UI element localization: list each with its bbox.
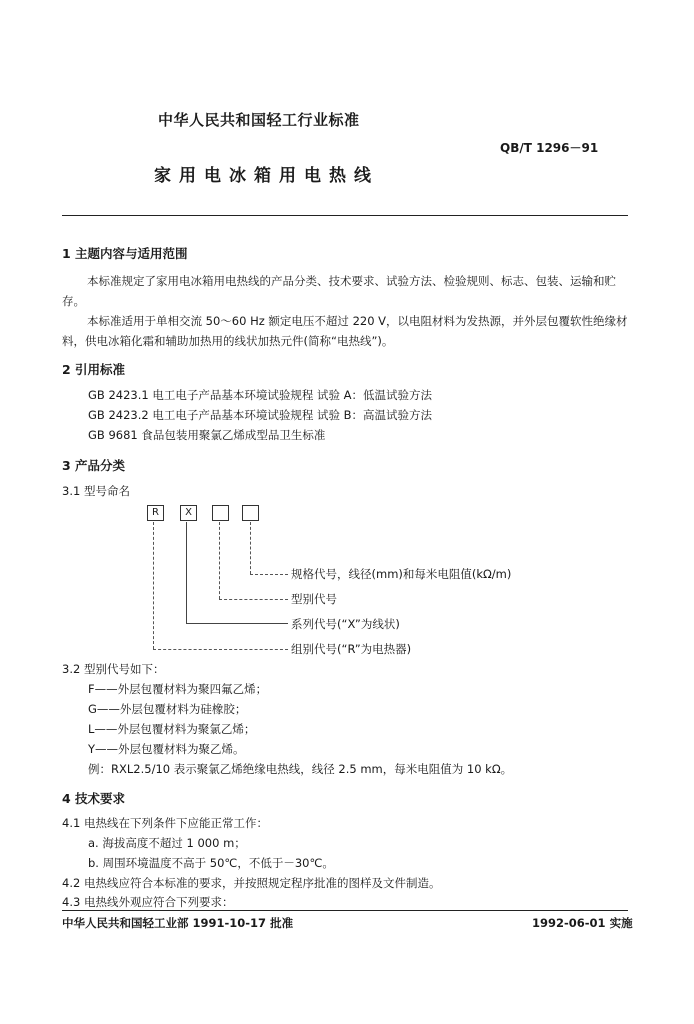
reference-item: GB 2423.1 电工电子产品基本环境试验规程 试验 A：低温试验方法	[88, 388, 433, 402]
section-1-paragraph-1: 本标准规定了家用电冰箱用电热线的产品分类、技术要求、试验方法、检验规则、标志、包装、运输和贮存。	[62, 274, 616, 308]
clause-4-2: 4.2 电热线应符合本标准的要求，并按照规定程序批准的图样及文件制造。	[62, 876, 441, 890]
implementation-date: 1992-06-01 实施	[532, 916, 633, 930]
type-item: G——外层包覆材料为硅橡胶；	[88, 702, 247, 716]
clause-4-1-b: b. 周围环境温度不高于 50℃，不低于－30℃。	[88, 856, 334, 870]
spec-connector-vertical	[250, 522, 251, 574]
section-2-heading: 2 引用标准	[62, 362, 126, 377]
document-title: 家用电冰箱用电热线	[154, 166, 379, 186]
type-item: F——外层包覆材料为聚四氟乙烯；	[88, 682, 268, 696]
clause-4-3: 4.3 电热线外观应符合下列要求：	[62, 895, 234, 909]
model-box-x: X	[180, 505, 197, 521]
subsection-3-1: 3.1 型号命名	[62, 484, 130, 498]
reference-item: GB 2423.2 电工电子产品基本环境试验规程 试验 B：高温试验方法	[88, 408, 433, 422]
series-connector-horizontal	[186, 623, 288, 624]
series-connector-vertical	[186, 522, 187, 624]
series-code-label: 系列代号(“X”为线状)	[291, 617, 400, 631]
issuing-organization: 中华人民共和国轻工行业标准	[158, 111, 360, 129]
type-code-label: 型别代号	[291, 592, 337, 606]
header-rule	[62, 215, 628, 216]
reference-item: GB 9681 食品包装用聚氯乙烯成型品卫生标准	[88, 428, 326, 442]
subsection-3-2: 3.2 型别代号如下：	[62, 662, 165, 676]
group-code-label: 组别代号(“R”为电热器)	[291, 642, 412, 656]
clause-4-1: 4.1 电热线在下列条件下应能正常工作：	[62, 816, 268, 830]
model-example: 例：RXL2.5/10 表示聚氯乙烯绝缘电热线，线径 2.5 mm，每米电阻值为 10 kΩ。	[88, 762, 513, 776]
model-box-r: R	[147, 505, 164, 521]
type-item: Y——外层包覆材料为聚乙烯。	[88, 742, 245, 756]
approval-date: 中华人民共和国轻工业部 1991-10-17 批准	[62, 916, 294, 930]
section-3-heading: 3 产品分类	[62, 458, 126, 473]
footer-rule	[62, 910, 628, 911]
group-connector-horizontal	[153, 649, 288, 650]
standard-code: QB/T 1296－91	[500, 141, 599, 155]
spec-code-label: 规格代号，线径(mm)和每米电阻值(kΩ/m)	[291, 567, 512, 581]
section-1-paragraph-2: 本标准适用于单相交流 50～60 Hz 额定电压不超过 220 V，以电阻材料为发热源，并外层包覆软性绝缘材料，供电冰箱化霜和辅助加热用的线状加热元件(简称“电热线”)。	[62, 314, 628, 348]
model-box-type	[212, 505, 229, 521]
clause-4-1-a: a. 海拔高度不超过 1 000 m；	[88, 836, 246, 850]
group-connector-vertical	[153, 522, 154, 649]
section-1-heading: 1 主题内容与适用范围	[62, 246, 188, 261]
section-4-heading: 4 技术要求	[62, 791, 126, 806]
type-connector-vertical	[219, 522, 220, 599]
type-item: L——外层包覆材料为聚氯乙烯；	[88, 722, 256, 736]
type-connector-horizontal	[219, 599, 288, 600]
spec-connector-horizontal	[250, 574, 288, 575]
model-box-spec	[242, 505, 259, 521]
